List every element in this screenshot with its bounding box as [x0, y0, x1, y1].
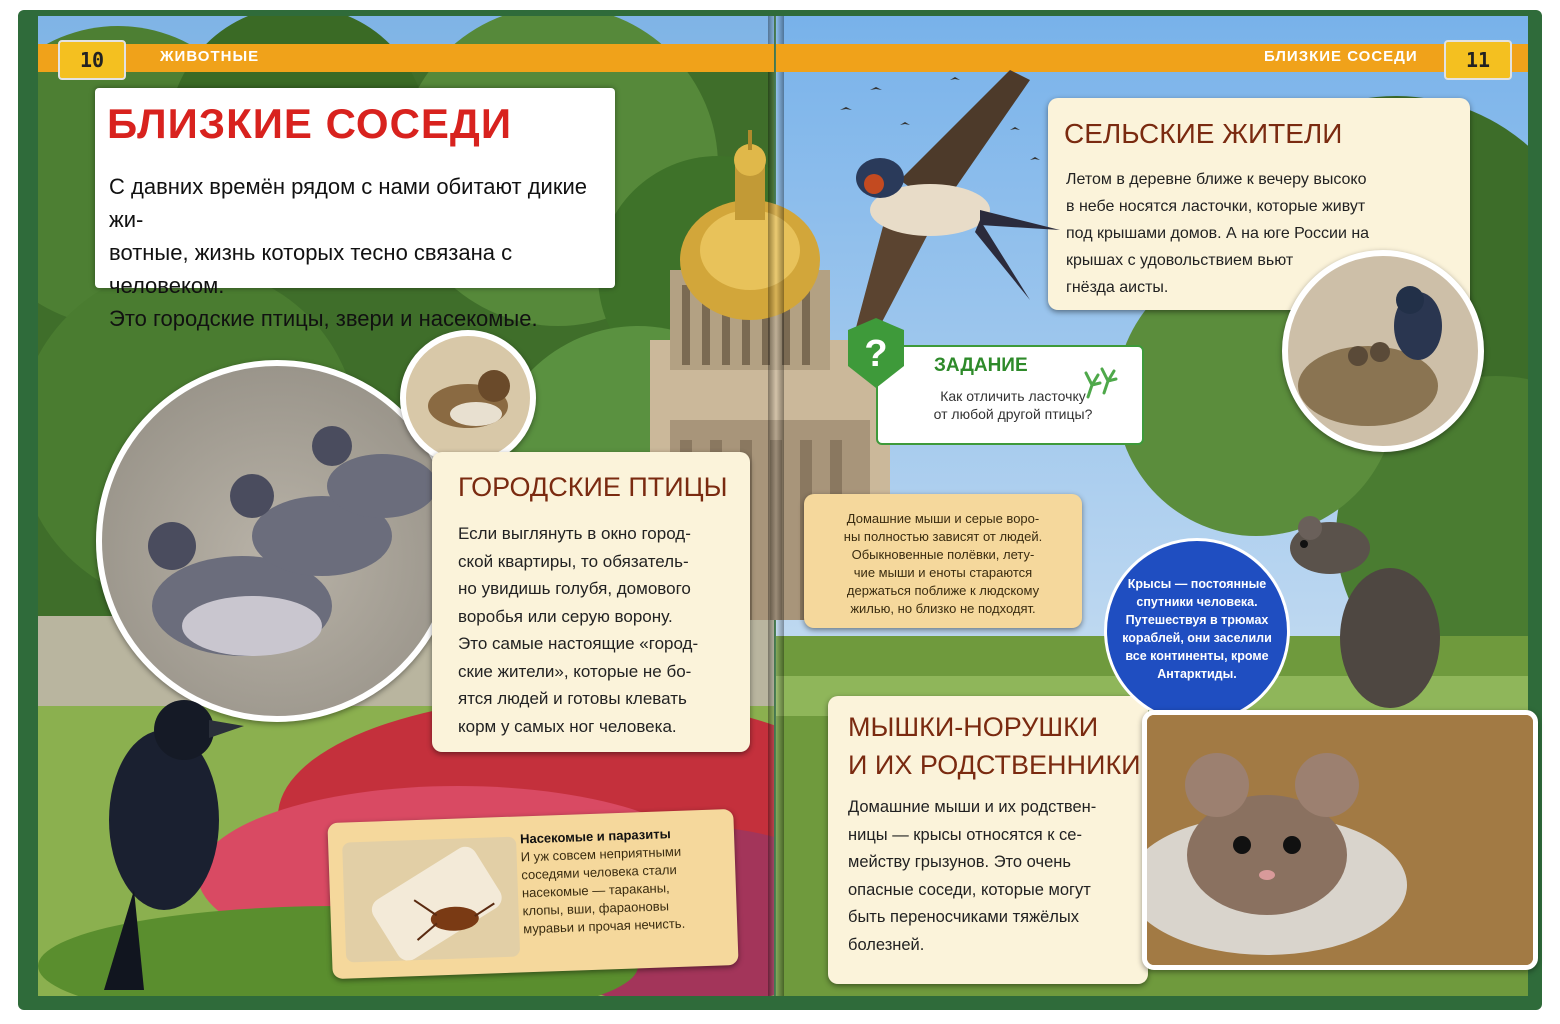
task-label: ЗАДАНИЕ — [934, 355, 1028, 376]
text-line: чие мыши и еноты стараются — [853, 565, 1033, 580]
intro-line: Это городские птицы, звери и насекомые. — [109, 306, 538, 331]
text-line: жилью, но близко не подходят. — [850, 601, 1036, 616]
text-line: Как отличить ласточку — [940, 388, 1086, 404]
intro-text — [109, 170, 609, 335]
insects-heading: Насекомые и паразиты — [519, 826, 671, 847]
page-title: БЛИЗКИЕ СОСЕДИ — [107, 100, 513, 147]
mice-note-card — [804, 494, 1082, 628]
mice-note-text — [804, 510, 1082, 618]
text-line: мейству грызунов. Это очень — [848, 853, 1071, 871]
insects-text — [520, 823, 724, 938]
intro-line: С давних времён рядом с нами обитают дикие жи- — [109, 174, 587, 232]
book-spine — [768, 16, 784, 996]
text-line: Домашние мыши и серые воро- — [846, 511, 1040, 526]
intro-card — [95, 88, 615, 331]
mice-heading — [848, 708, 1141, 784]
task-card — [876, 345, 1144, 445]
heading-line: МЫШКИ-НОРУШКИ — [848, 712, 1099, 742]
sparrow-photo — [400, 330, 536, 466]
cockroach-photo — [342, 837, 520, 963]
text-line: воробья или серую ворону. — [458, 606, 673, 626]
crow-illustration — [84, 690, 244, 990]
text-line: ны полностью зависят от людей. — [843, 529, 1043, 544]
text-line: И уж совсем неприятными — [520, 843, 682, 865]
header-bar-left — [38, 44, 774, 72]
text-line: от любой другой птицы? — [933, 406, 1093, 422]
text-line: под крышами домов. А на юге России на — [1066, 225, 1370, 242]
swallow-illustration — [830, 60, 1070, 360]
text-line: ской квартиры, то обязатель- — [458, 551, 689, 571]
rats-fact-badge — [1104, 538, 1290, 724]
bird-footprints-icon — [1078, 361, 1122, 405]
text-line: ницы — крысы относятся к се- — [848, 825, 1082, 844]
text-line: держаться поближе к людскому — [846, 583, 1040, 598]
text-line: Это самые настоящие «город- — [458, 634, 699, 653]
text-line: муравьи и прочая нечисть. — [522, 915, 686, 937]
text-line: ские жители», которые не бо- — [458, 661, 692, 681]
text-line: Домашние мыши и их родствен- — [848, 798, 1097, 816]
page-number-right: 11 — [1444, 40, 1512, 80]
page-number-left: 10 — [58, 40, 126, 80]
text-line: но увидишь голубя, домового — [458, 579, 691, 598]
svg-text:?: ? — [864, 333, 888, 375]
text-line: насекомые — тараканы, — [521, 880, 670, 901]
rat-illustration — [1280, 508, 1450, 708]
question-mark-icon — [846, 316, 906, 390]
text-line: Летом в деревне ближе к вечеру высоко — [1066, 171, 1367, 188]
mice-card — [828, 696, 1148, 984]
text-line: спутники человека. — [1136, 595, 1258, 609]
rats-text — [1107, 575, 1287, 683]
section-label-right: БЛИЗКИЕ СОСЕДИ — [1264, 48, 1418, 65]
city-birds-card — [432, 452, 750, 752]
mice-text — [848, 794, 1144, 959]
text-line: в небе носятся ласточки, которые живут — [1066, 198, 1366, 215]
text-line: крышах с удовольствием вьют — [1066, 252, 1294, 269]
text-line: быть переносчиками тяжёлых — [848, 908, 1080, 926]
page-header — [38, 40, 1528, 76]
text-line: Если выглянуть в окно город- — [458, 524, 691, 543]
section-label-left: ЖИВОТНЫЕ — [160, 48, 260, 65]
text-line: все континенты, кроме — [1125, 649, 1269, 663]
insects-card — [327, 809, 738, 979]
text-line: болезней. — [848, 935, 925, 954]
text-line: Антарктиды. — [1157, 667, 1237, 681]
text-line: опасные соседи, которые могут — [848, 880, 1091, 899]
text-line: кораблей, они заселили — [1122, 631, 1272, 645]
city-birds-text — [458, 520, 748, 740]
text-line: Обыкновенные полёвки, лету- — [851, 547, 1035, 562]
text-line: соседями человека стали — [521, 861, 677, 883]
intro-line: вотные, жизнь которых тесно связана с человеком. — [109, 240, 513, 298]
text-line: Путешествуя в трюмах — [1125, 613, 1269, 627]
text-line: клопы, вши, фараоновы — [522, 898, 670, 919]
mouse-photo — [1142, 710, 1538, 970]
text-line: гнёзда аисты. — [1066, 279, 1169, 296]
swallow-nest-photo — [1282, 250, 1484, 452]
city-birds-heading: ГОРОДСКИЕ ПТИЦЫ — [458, 472, 728, 502]
text-line: ятся людей и готовы клевать — [458, 689, 687, 708]
village-heading: СЕЛЬСКИЕ ЖИТЕЛИ — [1064, 118, 1343, 149]
heading-line: И ИХ РОДСТВЕННИКИ — [848, 750, 1141, 780]
text-line: Крысы — постоянные — [1127, 577, 1267, 591]
text-line: корм у самых ног человека. — [458, 716, 677, 736]
